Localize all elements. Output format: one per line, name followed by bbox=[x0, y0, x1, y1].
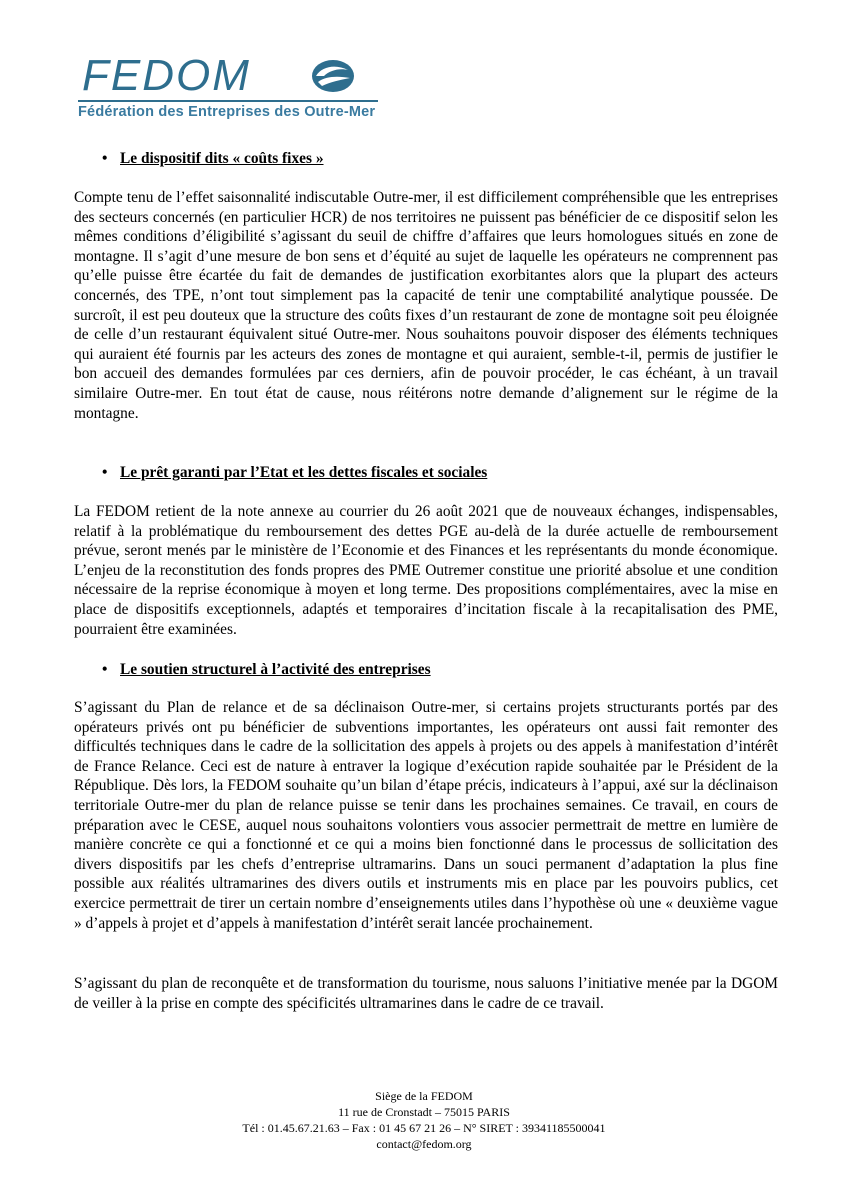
wave-logo-icon bbox=[310, 58, 356, 94]
logo-wordmark: FEDOM bbox=[82, 51, 251, 100]
footer-contact-numbers: Tél : 01.45.67.21.63 – Fax : 01 45 67 21 26 – N° SIRET : 39341185500041 bbox=[242, 1121, 606, 1135]
paragraph-couts-fixes: Compte tenu de l’effet saisonnalité indiscutable Outre-mer, il est difficilement compréhensible que les entreprises des secteurs concernés (en particulier HCR) de nos territoires ne puissent pas bénéficier de ce dispositif selon les mêmes conditions d’éligibilité s’agissant du seuil de chiffre d’affaires que leurs homologues situés en zone de montagne. Il s’agit d’une mesure de bon sens et d’équité au sujet de laquelle les opérateurs ne comprennent pas qu’elle puisse être écartée du fait de demandes de justification exorbitantes alors que la plupart des acteurs concernés, des TPE, n’ont tout simplement pas la capacité de tenir une comptabilité analytique poussée. De surcroît, il est peu douteux que la structure des coûts fixes d’un restaurant de zone de montagne soit peu éloignée de celle d’un restaurant équivalent situé Outre-mer. Nous souhaitons pouvoir disposer des éléments techniques qui auraient été fournis par les acteurs des zones de montagne et qui auraient, semble-t-il, permis de justifier le bon accueil des demandes formulées par ces derniers, afin de pouvoir procéder, le cas échéant, à un travail similaire Outre-mer. En tout état de cause, nous réitérons notre demande d’alignement sur le régime de la montagne. bbox=[74, 189, 778, 422]
page-footer bbox=[0, 1088, 848, 1152]
paragraph-plan-relance: S’agissant du Plan de relance et de sa déclinaison Outre-mer, si certains projets structurants portés par des opérateurs privés ont pu bénéficier de subventions importantes, les opérateurs ont aussi fait remonter des difficultés techniques dans le cadre de la sollicitation des appels à projets ou des appels à manifestation d’intérêt de France Relance. Ceci est de nature à entraver la logique d’exécution rapide souhaitée par le Président de la République. Dès lors, la FEDOM souhaite qu’un bilan d’étape précis, indicateurs à l’appui, axé sur la déclinaison territoriale Outre-mer du plan de relance puisse se tenir dans les prochaines semaines. Ce travail, en cours de préparation avec le CESE, auquel nous souhaitons volontiers vous associer permettrait de mettre en lumière de manière concrète ce qui a fonctionné et ce qui a moins bien fonctionné dans le processus de sollicitation des divers dispositifs par les chefs d’entreprise ultramarins. Dans un souci permanent d’adaptation la plus fine possible aux réalités ultramarines des divers outils et instruments mis en place par les pouvoirs publics, cet exercice permettrait de tirer un certain nombre d’enseignements utiles dans l’hypothèse où une « deuxième vague » d’appels à projet et d’appels à manifestation d’intérêt serait lancée prochainement. bbox=[74, 699, 778, 932]
logo-underline bbox=[78, 100, 378, 102]
bullet-icon: • bbox=[102, 150, 108, 167]
fedom-logo bbox=[78, 50, 478, 130]
paragraph-pge: La FEDOM retient de la note annexe au courrier du 26 août 2021 que de nouveaux échanges, indispensables, relatif à la problématique du remboursement des dettes PGE au-delà de la durée actuelle de remboursement prévue, seront menés par le ministère de l’Economie et des Finances et les représentants du monde économique. L’enjeu de la reconstitution des fonds propres des PME Outremer constitue une priorité absolue et une condition nécessaire de la reprise économique à moyen et long terme. Des propositions complémentaires, avec la mise en place de dispositifs exceptionnels, adaptés et temporaires d’incitation fiscale à la recapitalisation des PME, pourraient être examinées. bbox=[74, 503, 778, 638]
bullet-icon: • bbox=[102, 661, 108, 678]
heading-text: Le dispositif dits « coûts fixes » bbox=[120, 150, 324, 167]
footer-address-title: Siège de la FEDOM bbox=[375, 1089, 473, 1103]
footer-address: 11 rue de Cronstadt – 75015 PARIS bbox=[338, 1105, 510, 1119]
heading-text: Le soutien structurel à l’activité des entreprises bbox=[120, 661, 431, 678]
heading-text: Le prêt garanti par l’Etat et les dettes fiscales et sociales bbox=[120, 464, 488, 481]
bullet-icon: • bbox=[102, 464, 108, 481]
logo-subtitle: Fédération des Entreprises des Outre-Mer bbox=[78, 104, 376, 120]
footer-email: contact@fedom.org bbox=[376, 1137, 472, 1151]
paragraph-tourisme: S’agissant du plan de reconquête et de transformation du tourisme, nous saluons l’initiative menée par la DGOM de veiller à la prise en compte des spécificités ultramarines dans le cadre de ce travail. bbox=[74, 975, 778, 1012]
